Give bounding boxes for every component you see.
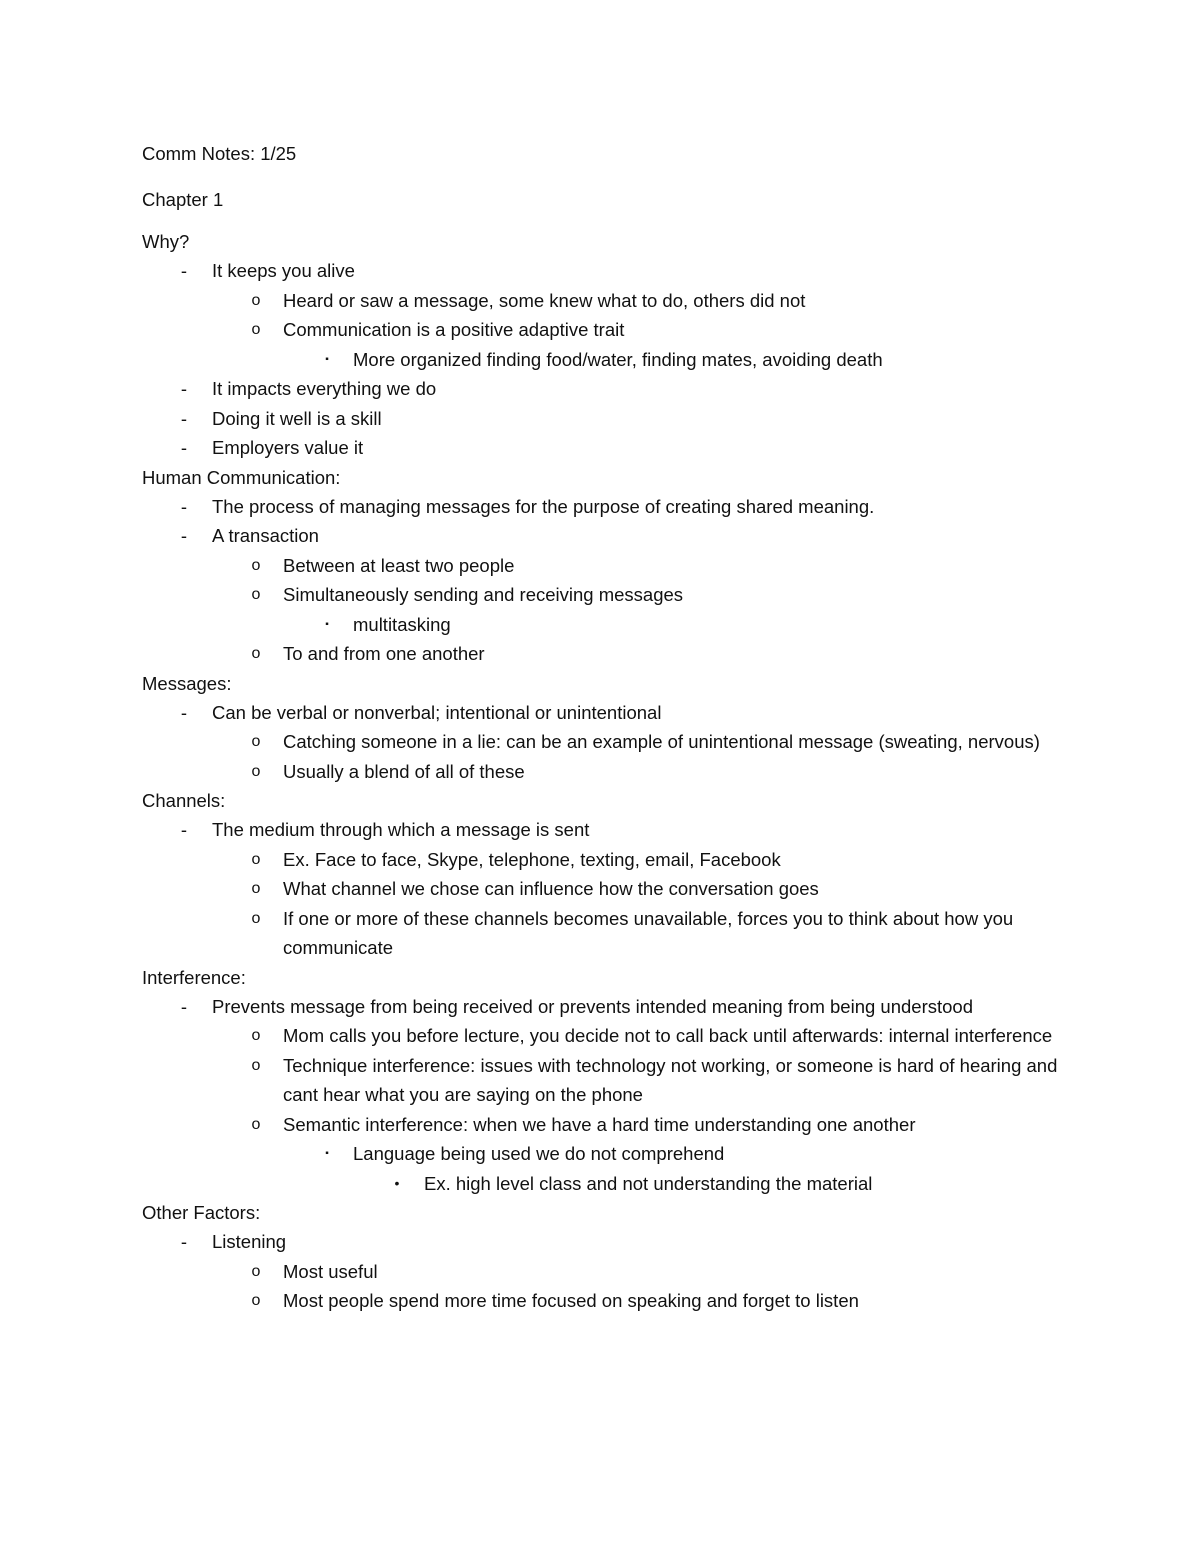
list-item — [142, 256, 1060, 286]
list-item-text: Language being used we do not comprehend — [353, 1143, 725, 1164]
list-item — [142, 1286, 1060, 1316]
list-item — [142, 492, 1060, 522]
list-item-text: It keeps you alive — [212, 260, 355, 281]
list-item-text: Ex. high level class and not understanding the material — [424, 1172, 873, 1194]
bullet-marker-icon: o — [251, 586, 261, 603]
list-item — [142, 698, 1060, 728]
section-heading: Why? — [142, 231, 190, 252]
list-item — [142, 286, 1060, 316]
bullet-marker-icon: - — [180, 525, 188, 546]
list-item-text: Between at least two people — [283, 554, 515, 576]
list-item — [142, 1051, 1060, 1110]
list-item — [142, 992, 1060, 1022]
document-title: Comm Notes: 1/25 — [142, 143, 297, 164]
bullet-marker-icon: o — [251, 733, 261, 750]
bullet-marker-icon: - — [180, 819, 188, 840]
bullet-marker-icon: o — [251, 321, 261, 338]
list-item — [142, 1169, 1060, 1199]
list-item — [142, 1110, 1060, 1140]
list-item — [142, 433, 1060, 463]
list-item — [142, 404, 1060, 434]
list-item — [142, 727, 1060, 757]
list-item — [142, 874, 1060, 904]
list-item-text: Most people spend more time focused on speaking and forget to listen — [283, 1290, 859, 1311]
section-heading: Channels: — [142, 790, 226, 811]
list-item-text: Usually a blend of all of these — [283, 760, 525, 782]
list-item — [142, 1139, 1060, 1169]
list-item-text: Semantic interference: when we have a hard time understanding one another — [283, 1113, 916, 1135]
chapter-label: Chapter 1 — [142, 189, 224, 210]
list-item-text: Technique interference: issues with technology not working, or someone is hard of hearing and cant hear what you are saying on the phone — [283, 1054, 1058, 1105]
bullet-marker-icon: o — [251, 880, 261, 897]
bullet-marker-icon: o — [251, 1292, 261, 1309]
list-item — [142, 580, 1060, 610]
list-item — [142, 904, 1060, 963]
list-item — [142, 551, 1060, 581]
bullet-marker-icon: - — [180, 407, 188, 429]
list-item — [142, 521, 1060, 551]
list-item-text: A transaction — [212, 525, 319, 546]
bullet-marker-icon: - — [180, 495, 188, 517]
list-item-text: Mom calls you before lecture, you decide not to call back until afterwards: internal interference — [283, 1025, 1053, 1046]
bullet-marker-icon: o — [251, 556, 261, 574]
list-item-text: Doing it well is a skill — [212, 407, 382, 429]
list-item — [142, 1227, 1060, 1257]
bullet-marker-icon: • — [394, 1174, 400, 1191]
bullet-marker-icon: ▪ — [325, 1148, 329, 1159]
bullet-marker-icon: - — [180, 701, 188, 723]
bullet-marker-icon: o — [251, 1262, 261, 1280]
bullet-marker-icon: o — [251, 762, 261, 780]
list-item — [142, 845, 1060, 875]
bullet-marker-icon: - — [180, 437, 188, 458]
section-heading: Messages: — [142, 672, 232, 694]
list-item-text: Simultaneously sending and receiving messages — [283, 584, 684, 605]
list-item-text: If one or more of these channels becomes unavailable, forces you to think about how you communicate — [283, 907, 1014, 958]
bullet-marker-icon: o — [251, 1115, 261, 1133]
list-item — [142, 815, 1060, 845]
list-item-text: Employers value it — [212, 437, 364, 458]
list-item — [142, 610, 1060, 640]
section-heading: Other Factors: — [142, 1202, 261, 1223]
list-item — [142, 1257, 1060, 1287]
list-item — [142, 345, 1060, 375]
bullet-marker-icon: o — [251, 645, 261, 662]
notes-body — [142, 227, 1060, 1316]
section-heading: Interference: — [142, 966, 246, 988]
bullet-marker-icon: - — [180, 995, 188, 1017]
list-item-text: What channel we chose can influence how the conversation goes — [283, 878, 819, 899]
section-heading: Human Communication: — [142, 466, 341, 488]
bullet-marker-icon: o — [251, 291, 261, 309]
bullet-marker-icon: o — [251, 1027, 261, 1044]
list-item-text: multitasking — [353, 613, 451, 635]
bullet-marker-icon: o — [251, 850, 261, 868]
bullet-marker-icon: - — [180, 1231, 188, 1252]
list-item — [142, 374, 1060, 404]
list-item-text: Ex. Face to face, Skype, telephone, texting, email, Facebook — [283, 848, 781, 870]
bullet-marker-icon: - — [180, 378, 188, 399]
list-item — [142, 639, 1060, 669]
list-item — [142, 315, 1060, 345]
list-item-text: To and from one another — [283, 643, 485, 664]
list-item-text: More organized finding food/water, finding mates, avoiding death — [353, 348, 883, 370]
list-item-text: Heard or saw a message, some knew what to do, others did not — [283, 289, 806, 311]
list-item-text: Catching someone in a lie: can be an example of unintentional message (sweating, nervous) — [283, 731, 1040, 752]
list-item-text: Listening — [212, 1231, 287, 1252]
list-item-text: It impacts everything we do — [212, 378, 437, 399]
bullet-marker-icon: ▪ — [325, 618, 329, 630]
list-item-text: Prevents message from being received or prevents intended meaning from being understood — [212, 995, 973, 1017]
list-item — [142, 757, 1060, 787]
bullet-marker-icon: o — [251, 909, 261, 927]
list-item-text: The medium through which a message is sent — [212, 819, 590, 840]
list-item — [142, 1021, 1060, 1051]
bullet-marker-icon: - — [180, 260, 188, 281]
list-item-text: Communication is a positive adaptive trait — [283, 319, 625, 340]
bullet-marker-icon: o — [251, 1056, 261, 1074]
list-item-text: The process of managing messages for the purpose of creating shared meaning. — [212, 495, 875, 517]
list-item-text: Most useful — [283, 1260, 378, 1282]
bullet-marker-icon: ▪ — [325, 353, 329, 365]
list-item-text: Can be verbal or nonverbal; intentional or unintentional — [212, 701, 662, 723]
